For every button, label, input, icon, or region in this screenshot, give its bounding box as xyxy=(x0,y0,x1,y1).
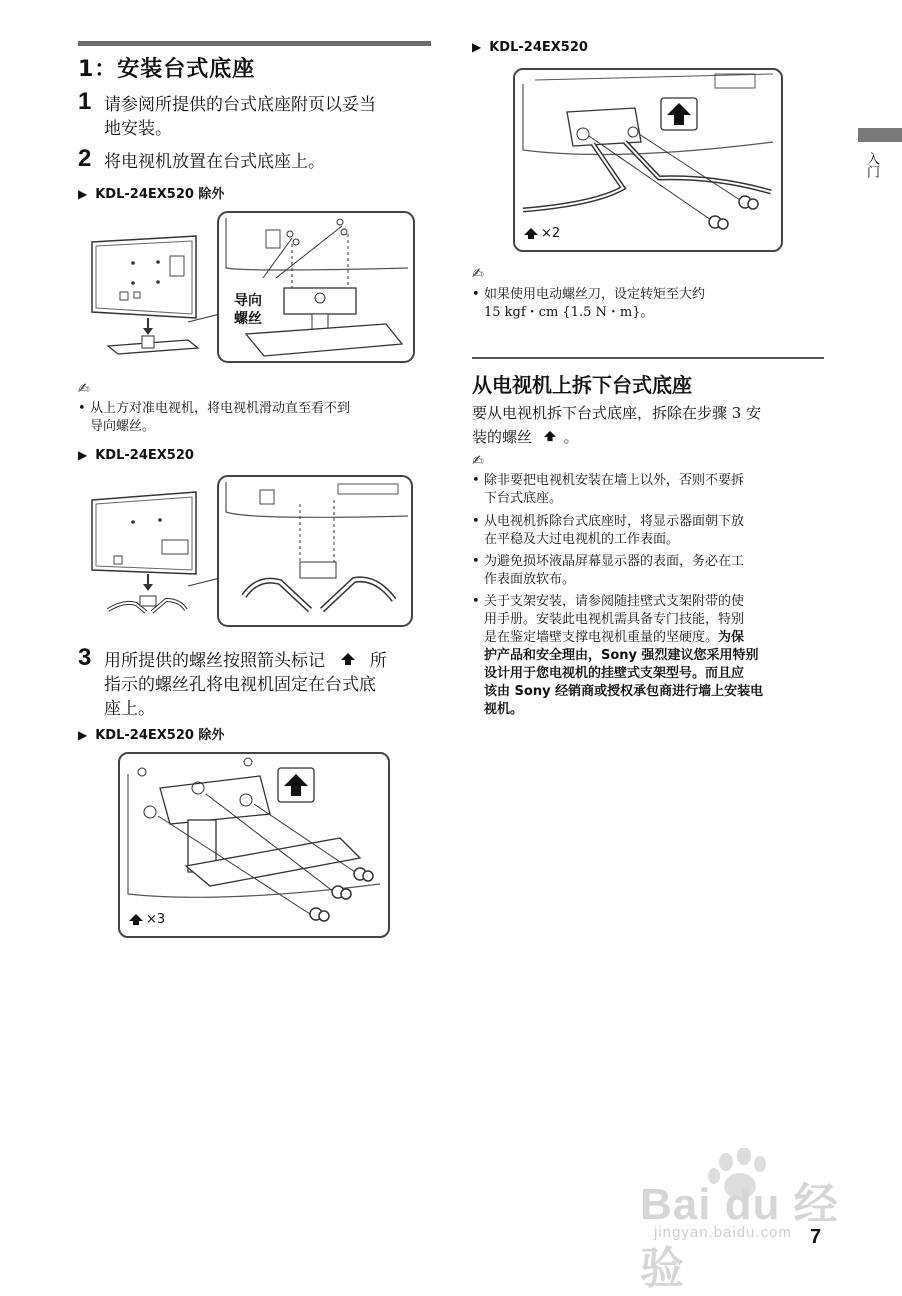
note-icon-2: ✍ xyxy=(472,266,484,282)
step-1-line1: 请参阅所提供的台式底座附页以妥当 xyxy=(104,95,376,115)
screw-count-3: ×3 xyxy=(146,912,166,927)
baidu-watermark xyxy=(640,1148,870,1293)
model-heading-c xyxy=(78,724,224,743)
note-5-line2: 作表面放软布。 xyxy=(484,572,576,587)
note-2 xyxy=(472,286,822,322)
model-heading-c-text: KDL-24EX520 除外 xyxy=(95,728,225,743)
section-rule xyxy=(78,41,431,46)
note-6-line1: 关于支架安装，请参阅随挂壁式支架附带的使 xyxy=(484,594,745,609)
note-1-bullet: • xyxy=(78,401,86,416)
step-3-text xyxy=(104,649,434,721)
side-tab-marker xyxy=(858,128,902,142)
note-5-line1: 为避免损坏液晶屏幕显示器的表面，务必在工 xyxy=(484,554,745,569)
note-6-bullet: • xyxy=(472,594,480,609)
page-number: 7 xyxy=(810,1226,822,1248)
screw-count-2: ×2 xyxy=(541,226,561,241)
note-1 xyxy=(78,400,428,436)
figure-screw-fix-2 xyxy=(513,68,783,252)
note-6-line2: 用手册。安装此电视机需具备专门技能，特别 xyxy=(484,612,745,627)
triangle-icon: ▶ xyxy=(78,448,88,462)
note-6-line7: 视机。 xyxy=(484,702,524,717)
note-4-line2: 在平稳及大过电视机的工作表面。 xyxy=(484,532,680,547)
note-6-line4: 护产品和安全理由，Sony 强烈建议您采用特别 xyxy=(484,648,759,663)
note-2-bullet: • xyxy=(472,287,480,302)
tv-stand-b-illustration xyxy=(78,472,418,632)
model-heading-d-text: KDL-24EX520 xyxy=(489,40,588,55)
guide-screw-label xyxy=(234,292,262,328)
side-tab-label: 入门 xyxy=(864,152,879,178)
arrow-up-icon xyxy=(340,649,356,673)
note-6 xyxy=(472,593,824,719)
section-2-rule xyxy=(472,357,824,359)
triangle-icon: ▶ xyxy=(78,187,88,201)
model-heading-b-text: KDL-24EX520 xyxy=(95,448,194,463)
triangle-icon: ▶ xyxy=(78,728,88,742)
note-3-line2: 下台式底座。 xyxy=(484,491,563,506)
section-title: 1：安装台式底座 xyxy=(78,57,256,82)
tv-stand-illustration xyxy=(78,208,418,368)
note-3-line1: 除非要把电视机安装在墙上以外，否则不要拆 xyxy=(484,473,745,488)
figure-tv-on-stand-b xyxy=(78,472,418,632)
triangle-icon: ▶ xyxy=(472,40,482,54)
note-6-line3a: 是在鉴定墙壁支撑电视机重量的坚硬度。 xyxy=(484,630,719,645)
guide-screw-label-line2: 螺丝 xyxy=(234,311,262,327)
screw-fix-2-illustration xyxy=(515,70,781,250)
step-3-number: 3 xyxy=(78,644,92,671)
watermark-brand: Bai du 经验 xyxy=(640,1180,839,1293)
step-1-text xyxy=(104,93,376,141)
step-3-line3: 座上。 xyxy=(104,699,155,719)
step-2-text: 将电视机放置在台式底座上。 xyxy=(104,152,325,172)
step-2-number: 2 xyxy=(78,145,92,172)
figure-tv-on-stand xyxy=(78,208,418,368)
step-1-number: 1 xyxy=(78,88,92,115)
step-3-line1a: 用所提供的螺丝按照箭头标记 xyxy=(104,651,325,671)
model-heading-a xyxy=(78,183,224,202)
note-1-line1: 从上方对准电视机，将电视机滑动直至看不到 xyxy=(90,401,351,416)
guide-screw-label-line1: 导向 xyxy=(234,293,262,309)
note-2-line2: 15 kgf・cm {1.5 N・m}。 xyxy=(484,305,654,320)
note-6-line3b: 为保 xyxy=(718,630,745,645)
section-2-body-line2-end: 。 xyxy=(563,428,579,446)
model-heading-a-text: KDL-24EX520 除外 xyxy=(95,187,225,202)
watermark-url: jingyan.baidu.com xyxy=(654,1224,792,1241)
note-5-bullet: • xyxy=(472,554,480,569)
note-4 xyxy=(472,513,822,549)
model-heading-d xyxy=(472,40,588,55)
note-icon-3: ✍ xyxy=(472,453,484,469)
note-4-bullet: • xyxy=(472,514,480,529)
note-3-bullet: • xyxy=(472,473,480,488)
screw-fix-3-illustration xyxy=(120,754,388,936)
note-icon-1: ✍ xyxy=(78,381,90,397)
section-2-body-line2: 装的螺丝 xyxy=(472,428,533,446)
note-6-line5: 设计用于您电视机的挂壁式支架型号。而且应 xyxy=(484,666,745,681)
step-3-line1b: 所 xyxy=(369,651,387,671)
model-heading-b xyxy=(78,448,194,463)
note-2-line1: 如果使用电动螺丝刀，设定转矩至大约 xyxy=(484,287,706,302)
step-1-line2: 地安装。 xyxy=(104,119,172,139)
section-2-body xyxy=(472,401,824,449)
note-4-line1: 从电视机拆除台式底座时，将显示器面朝下放 xyxy=(484,514,745,529)
arrow-up-icon xyxy=(543,425,557,449)
note-3 xyxy=(472,472,822,508)
figure-screw-fix-3 xyxy=(118,752,390,938)
section-2-body-line1: 要从电视机拆下台式底座，拆除在步骤 3 安 xyxy=(472,404,762,422)
note-6-line6: 该由 Sony 经销商或授权承包商进行墙上安装电 xyxy=(484,684,764,699)
step-3-line2: 指示的螺丝孔将电视机固定在台式底 xyxy=(104,675,376,695)
note-5 xyxy=(472,553,822,589)
section-2-title: 从电视机上拆下台式底座 xyxy=(472,373,692,397)
note-1-line2: 导向螺丝。 xyxy=(90,419,156,434)
